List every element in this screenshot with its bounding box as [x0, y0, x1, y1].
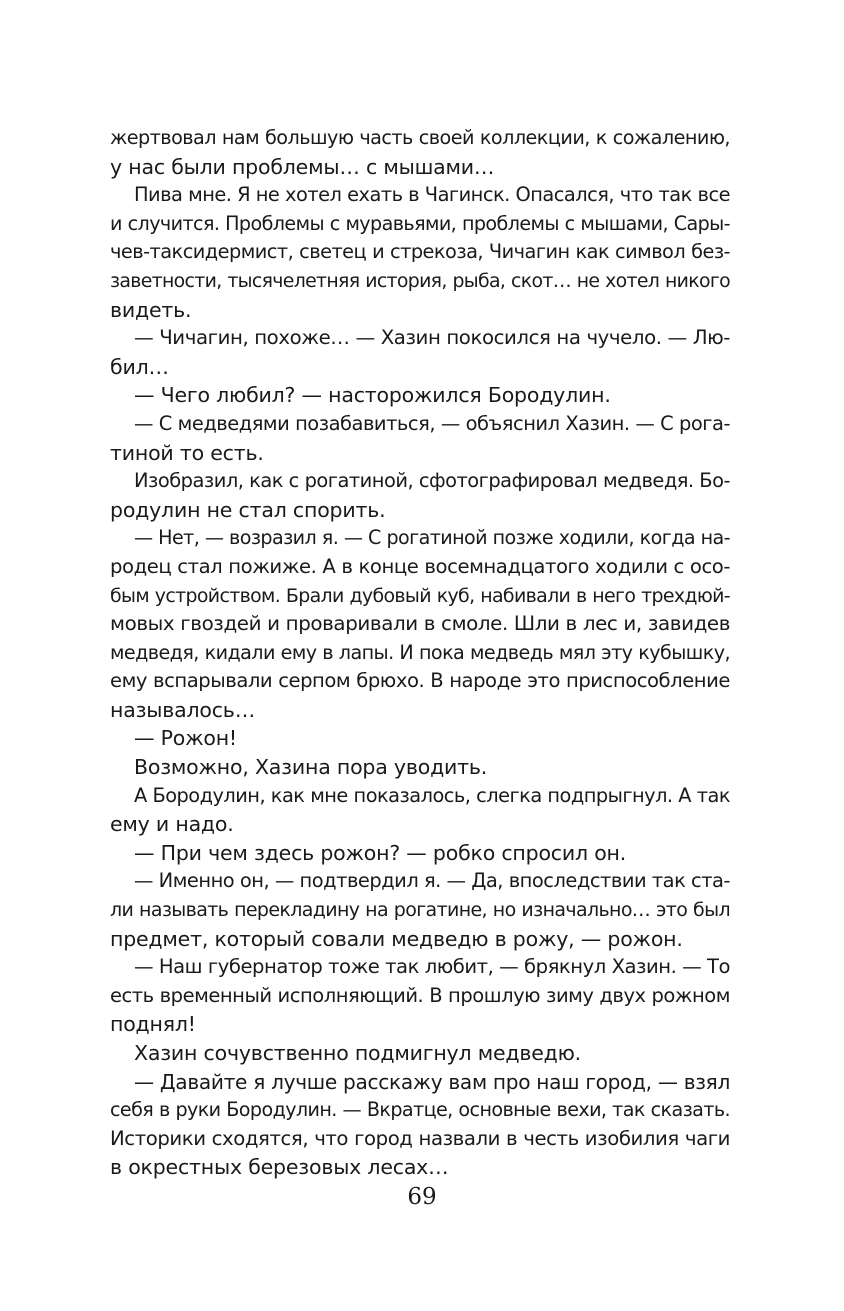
text-line: Изобразил, как с рогатиной, сфотографировал медведя. Бо- [134, 469, 730, 493]
text-line: бым устройством. Брали дубовый куб, набивали в него трехдюй- [110, 584, 730, 607]
text-line: заветности, тысячелетняя история, рыба, скот… не хотел никого [110, 269, 730, 292]
text-line: медведя, кидали ему в лапы. И пока медведь мял эту кубышку, [110, 640, 730, 664]
text-line: — Именно он, — подтвердил я. — Да, впоследствии так ста- [134, 869, 730, 893]
text-line: ему и надо. [110, 812, 234, 837]
text-line: предмет, который совали медведю в рожу, — рожон. [110, 926, 683, 951]
text-line: — С медведями позабавиться, — объяснил Хазин. — С рога- [134, 411, 730, 435]
text-line: — При чем здесь рожон? — робко спросил он. [134, 840, 627, 865]
text-line: Пива мне. Я не хотел ехать в Чагинск. Опасался, что так все [134, 183, 730, 207]
text-line: ли называть перекладину на рогатине, но изначально… это был [110, 899, 730, 922]
text-line: Историки сходятся, что город назвали в честь изобилия чаги [110, 1126, 730, 1150]
text-line: — Давайте я лучше расскажу вам про наш город, — взял [134, 1069, 730, 1094]
text-line: есть временный исполняющий. В прошлую зиму двух рожном [110, 983, 730, 1007]
text-line: в окрестных березовых лесах… [110, 1155, 449, 1180]
text-line: чев-таксидермист, светец и стрекоза, Чичагин как символ без- [110, 240, 730, 264]
text-line: — Нет, — возразил я. — С рогатиной позже ходили, когда на- [134, 526, 730, 550]
text-line: — Рожон! [134, 726, 237, 751]
text-line: — Наш губернатор тоже так любит, — брякнул Хазин. — То [134, 955, 731, 979]
text-line: А Бородулин, как мне показалось, слегка подпрыгнул. А так [134, 783, 730, 807]
text-line: родулин не стал спорить. [110, 497, 386, 522]
text-line: бил… [110, 354, 169, 379]
text-line: Хазин сочувственно подмигнул медведю. [134, 1041, 581, 1065]
text-line: — Чего любил? — насторожился Бородулин. [134, 383, 611, 408]
page-number: 69 [407, 1184, 437, 1210]
text-line: тиной то есть. [110, 440, 264, 465]
text-line: у нас были проблемы… с мышами… [110, 154, 495, 179]
text-line: себя в руки Бородулин. — Вкратце, основные вехи, так сказать. [110, 1098, 730, 1122]
text-line: родец стал пожиже. А в конце восемнадцатого ходили с осо- [110, 554, 730, 578]
text-line: Возможно, Хазина пора уводить. [134, 755, 488, 780]
body-text [110, 124, 730, 1182]
text-line: мовых гвоздей и проваривали в смоле. Шли в лес и, завидев [110, 612, 730, 636]
text-line: ему вспарывали серпом брюхо. В народе это приспособление [110, 669, 730, 693]
text-line: и случится. Проблемы с муравьями, проблемы с мышами, Сары- [110, 211, 730, 235]
text-line: жертвовал нам большую часть своей коллекции, к сожалению, [110, 126, 730, 149]
text-line: поднял! [110, 1012, 196, 1037]
text-line: — Чичагин, похоже… — Хазин покосился на чучело. — Лю- [134, 326, 730, 350]
text-line: видеть. [110, 297, 192, 322]
text-line: называлось… [110, 697, 255, 722]
